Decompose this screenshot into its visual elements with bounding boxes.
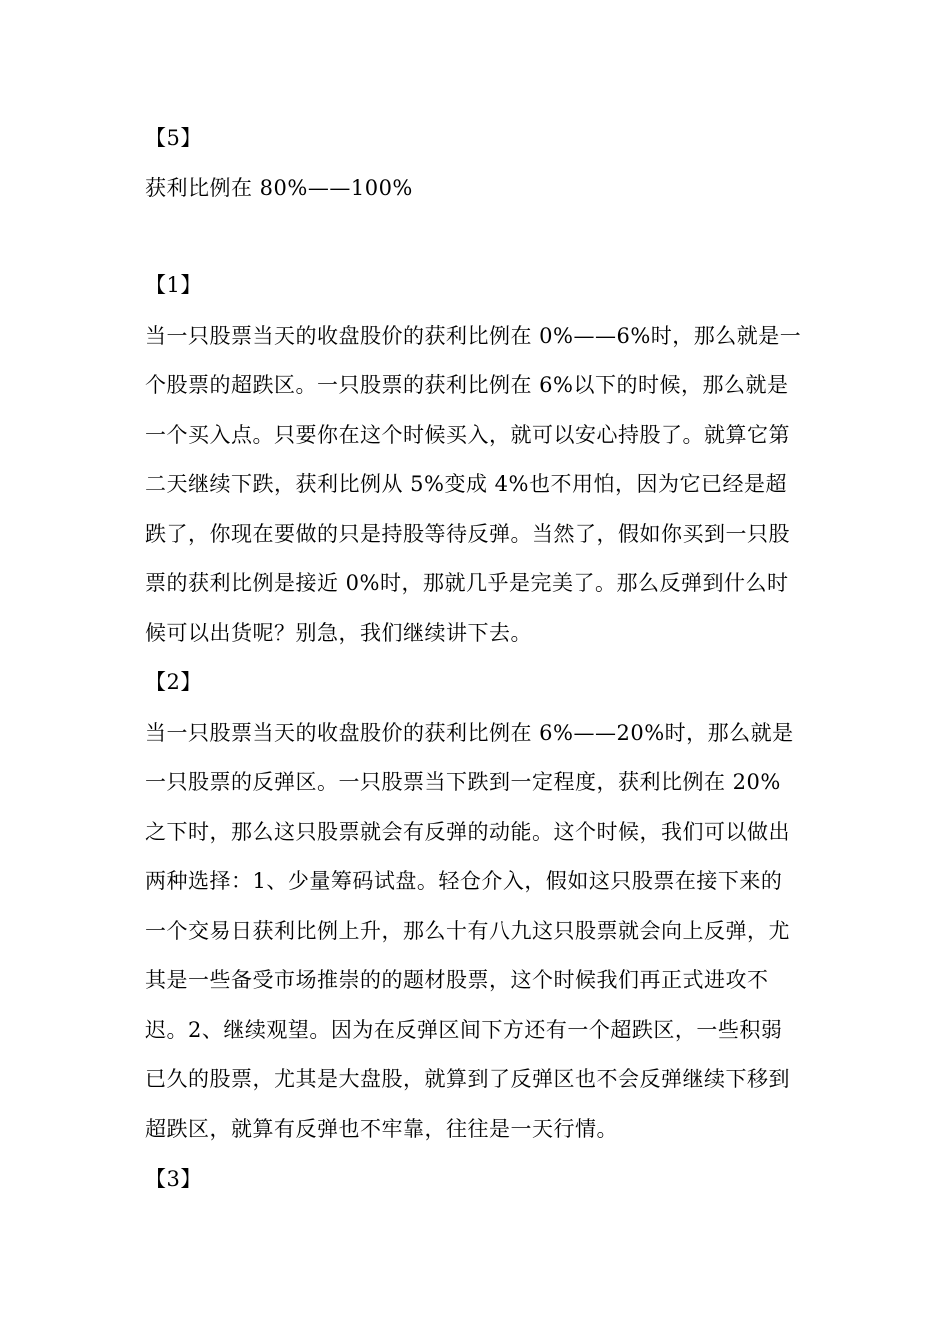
section-1-line-3: 一个买入点。只要你在这个时候买入，就可以安心持股了。就算它第: [145, 423, 790, 447]
section-1-line-7: 候可以出货呢？别急，我们继续讲下去。: [145, 621, 532, 645]
section-1-line-5: 跌了，你现在要做的只是持股等待反弹。当然了，假如你买到一只股: [145, 522, 790, 546]
section-1-line-1: 当一只股票当天的收盘股价的获利比例在 0%——6%时，那么就是一: [145, 324, 802, 348]
section-1-line-2: 个股票的超跌区。一只股票的获利比例在 6%以下的时候，那么就是: [145, 373, 789, 397]
section-2-line-2: 一只股票的反弹区。一只股票当下跌到一定程度，获利比例在 20%: [145, 770, 781, 794]
section-2-line-1: 当一只股票当天的收盘股价的获利比例在 6%——20%时，那么就是: [145, 721, 794, 745]
section-2-line-3: 之下时，那么这只股票就会有反弹的动能。这个时候，我们可以做出: [145, 820, 790, 844]
section-2-line-4: 两种选择：1、少量筹码试盘。轻仓介入，假如这只股票在接下来的: [145, 869, 783, 893]
section-1-line-4: 二天继续下跌，获利比例从 5%变成 4%也不用怕，因为它已经是超: [145, 472, 787, 496]
section-1-line-6: 票的获利比例是接近 0%时，那就几乎是完美了。那么反弹到什么时: [145, 571, 789, 595]
section-2-line-5: 一个交易日获利比例上升，那么十有八九这只股票就会向上反弹，尤: [145, 919, 790, 943]
section-5-heading: 【5】: [145, 126, 202, 150]
section-2-heading: 【2】: [145, 670, 202, 694]
section-2-line-7: 迟。2、继续观望。因为在反弹区间下方还有一个超跌区，一些积弱: [145, 1018, 783, 1042]
section-2-line-9: 超跌区，就算有反弹也不牢靠，往往是一天行情。: [145, 1117, 618, 1141]
section-2-line-6: 其是一些备受市场推崇的的题材股票，这个时候我们再正式进攻不: [145, 968, 769, 992]
section-5-text: 获利比例在 80%——100%: [145, 176, 413, 200]
section-1-heading: 【1】: [145, 273, 202, 297]
section-3-heading: 【3】: [145, 1167, 202, 1191]
section-2-line-8: 已久的股票，尤其是大盘股，就算到了反弹区也不会反弹继续下移到: [145, 1067, 790, 1091]
